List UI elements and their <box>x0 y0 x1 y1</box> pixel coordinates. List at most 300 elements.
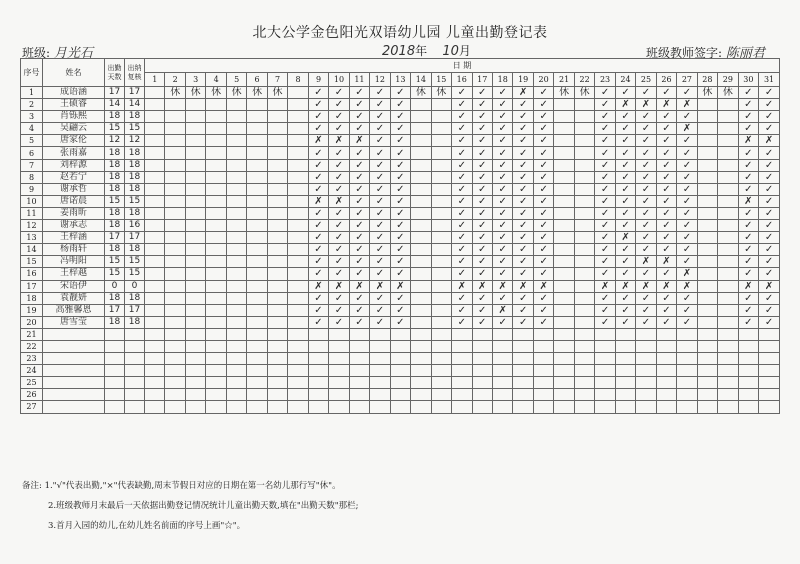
row-seq: 13 <box>21 232 43 244</box>
attendance-mark <box>595 328 615 340</box>
attendance-mark: ✓ <box>759 87 780 99</box>
row-name <box>43 365 105 377</box>
attendance-mark: ✓ <box>738 111 758 123</box>
attendance-mark: ✓ <box>452 159 472 171</box>
attendance-mark: ✓ <box>472 232 492 244</box>
attendance-mark <box>185 183 205 195</box>
attendance-mark <box>718 340 738 352</box>
attendance-mark <box>574 340 594 352</box>
attendance-mark: ✓ <box>513 232 533 244</box>
row-name: 肖铄熙 <box>43 111 105 123</box>
attendance-mark: ✓ <box>452 232 472 244</box>
row-name: 王梓涵 <box>43 232 105 244</box>
attendance-mark <box>431 389 451 401</box>
attendance-mark <box>390 353 410 365</box>
attendance-mark <box>615 401 635 413</box>
attendance-mark <box>226 353 246 365</box>
attendance-mark: ✓ <box>759 268 780 280</box>
attendance-mark <box>492 377 512 389</box>
attendance-mark <box>574 232 594 244</box>
attendance-mark <box>411 159 431 171</box>
attendance-mark: ✓ <box>513 111 533 123</box>
row-name: 唐家伦 <box>43 135 105 147</box>
row-attend-review: 15 <box>125 256 145 268</box>
attendance-mark: ✓ <box>513 171 533 183</box>
attendance-mark: ✓ <box>329 304 349 316</box>
table-row <box>21 340 780 352</box>
attendance-mark: ✓ <box>636 147 656 159</box>
attendance-mark: ✓ <box>472 220 492 232</box>
attendance-mark <box>411 183 431 195</box>
attendance-mark: ✗ <box>759 280 780 292</box>
attendance-mark <box>226 377 246 389</box>
attendance-mark <box>411 99 431 111</box>
attendance-mark: ✓ <box>390 147 410 159</box>
attendance-mark: ✓ <box>370 316 390 328</box>
attendance-mark <box>431 244 451 256</box>
attendance-mark <box>615 389 635 401</box>
attendance-mark: ✗ <box>615 280 635 292</box>
row-seq: 19 <box>21 304 43 316</box>
attendance-mark <box>267 195 287 207</box>
row-attend-review: 12 <box>125 135 145 147</box>
attendance-mark <box>308 377 328 389</box>
row-attend-review: 18 <box>125 183 145 195</box>
attendance-mark <box>513 328 533 340</box>
attendance-mark <box>349 340 369 352</box>
attendance-mark <box>267 111 287 123</box>
attendance-mark <box>185 232 205 244</box>
attendance-mark <box>431 304 451 316</box>
attendance-mark: ✓ <box>677 220 697 232</box>
attendance-mark <box>718 256 738 268</box>
table-row <box>21 268 780 280</box>
attendance-mark <box>267 365 287 377</box>
attendance-mark: ✓ <box>677 147 697 159</box>
row-attend-review: 0 <box>125 280 145 292</box>
attendance-mark: ✓ <box>472 183 492 195</box>
table-row <box>21 99 780 111</box>
attendance-mark: ✓ <box>370 292 390 304</box>
attendance-mark: ✓ <box>492 292 512 304</box>
attendance-mark: ✓ <box>492 99 512 111</box>
attendance-mark: ✓ <box>656 232 676 244</box>
attendance-mark: ✓ <box>656 171 676 183</box>
attendance-mark <box>288 292 308 304</box>
attendance-mark <box>165 365 185 377</box>
attendance-mark <box>185 195 205 207</box>
attendance-mark <box>349 353 369 365</box>
attendance-mark <box>267 401 287 413</box>
attendance-mark: ✓ <box>533 268 553 280</box>
attendance-mark <box>206 268 226 280</box>
row-attend-days: 18 <box>105 316 125 328</box>
attendance-mark <box>165 316 185 328</box>
attendance-mark: ✓ <box>595 304 615 316</box>
attendance-mark: ✓ <box>656 220 676 232</box>
attendance-mark: ✓ <box>595 159 615 171</box>
attendance-mark <box>226 195 246 207</box>
attendance-mark <box>267 268 287 280</box>
attendance-mark <box>574 195 594 207</box>
attendance-mark <box>145 340 165 352</box>
attendance-mark <box>247 220 267 232</box>
attendance-mark: ✓ <box>513 99 533 111</box>
attendance-mark <box>145 220 165 232</box>
attendance-mark <box>145 268 165 280</box>
attendance-mark: ✓ <box>636 268 656 280</box>
attendance-mark <box>288 147 308 159</box>
attendance-mark <box>185 365 205 377</box>
attendance-mark: ✓ <box>615 304 635 316</box>
attendance-mark <box>697 340 717 352</box>
attendance-mark <box>718 232 738 244</box>
attendance-mark: ✓ <box>738 268 758 280</box>
attendance-mark <box>533 340 553 352</box>
attendance-mark: ✓ <box>533 316 553 328</box>
attendance-mark <box>247 207 267 219</box>
attendance-mark <box>574 207 594 219</box>
day-header-13: 13 <box>390 73 410 87</box>
attendance-mark <box>431 220 451 232</box>
attendance-mark <box>185 292 205 304</box>
attendance-mark <box>288 123 308 135</box>
attendance-mark <box>165 220 185 232</box>
attendance-mark: ✓ <box>595 195 615 207</box>
attendance-mark: ✓ <box>533 183 553 195</box>
attendance-mark <box>145 389 165 401</box>
row-attend-review: 18 <box>125 111 145 123</box>
attendance-mark: ✗ <box>308 135 328 147</box>
attendance-mark <box>431 183 451 195</box>
attendance-mark: ✗ <box>533 280 553 292</box>
attendance-mark <box>554 171 574 183</box>
attendance-mark <box>145 207 165 219</box>
attendance-mark: ✓ <box>656 147 676 159</box>
attendance-mark: ✗ <box>738 135 758 147</box>
attendance-mark <box>697 232 717 244</box>
attendance-mark <box>349 365 369 377</box>
row-name: 谢承哲 <box>43 183 105 195</box>
attendance-mark <box>165 244 185 256</box>
attendance-mark <box>738 389 758 401</box>
attendance-mark <box>554 195 574 207</box>
attendance-mark <box>615 353 635 365</box>
attendance-mark: ✓ <box>636 183 656 195</box>
attendance-mark <box>533 353 553 365</box>
attendance-mark <box>615 340 635 352</box>
attendance-mark <box>554 316 574 328</box>
attendance-mark: ✓ <box>329 87 349 99</box>
row-attend-review: 18 <box>125 147 145 159</box>
attendance-mark: ✓ <box>615 147 635 159</box>
attendance-mark <box>697 389 717 401</box>
attendance-mark: ✓ <box>452 256 472 268</box>
attendance-mark <box>165 328 185 340</box>
attendance-mark <box>472 328 492 340</box>
col-header-attend-review: 出纳复核 <box>125 59 145 87</box>
attendance-mark: ✓ <box>636 195 656 207</box>
attendance-mark <box>431 401 451 413</box>
attendance-mark: ✓ <box>656 207 676 219</box>
attendance-mark: ✓ <box>308 147 328 159</box>
attendance-mark <box>329 389 349 401</box>
attendance-mark <box>636 353 656 365</box>
attendance-mark <box>759 377 780 389</box>
attendance-mark <box>288 280 308 292</box>
attendance-mark <box>247 147 267 159</box>
row-attend-days: 18 <box>105 111 125 123</box>
attendance-mark <box>411 365 431 377</box>
attendance-mark: 休 <box>574 87 594 99</box>
col-header-name: 姓名 <box>43 59 105 87</box>
attendance-mark <box>185 135 205 147</box>
attendance-mark: ✓ <box>759 304 780 316</box>
attendance-mark: 休 <box>206 87 226 99</box>
attendance-mark: ✓ <box>533 304 553 316</box>
attendance-mark: ✗ <box>615 99 635 111</box>
attendance-mark: ✓ <box>452 123 472 135</box>
attendance-mark <box>288 328 308 340</box>
attendance-mark <box>554 389 574 401</box>
attendance-mark: ✓ <box>329 111 349 123</box>
attendance-mark <box>226 171 246 183</box>
attendance-mark: ✓ <box>349 232 369 244</box>
attendance-mark: ✓ <box>759 111 780 123</box>
day-header-8: 8 <box>288 73 308 87</box>
attendance-mark: ✓ <box>349 316 369 328</box>
attendance-mark: ✓ <box>533 135 553 147</box>
table-row <box>21 280 780 292</box>
attendance-mark: ✗ <box>390 280 410 292</box>
row-attend-review <box>125 365 145 377</box>
attendance-mark <box>267 147 287 159</box>
attendance-mark <box>226 316 246 328</box>
attendance-mark <box>431 268 451 280</box>
attendance-mark: ✓ <box>472 316 492 328</box>
attendance-mark <box>574 111 594 123</box>
row-attend-review <box>125 353 145 365</box>
attendance-mark <box>492 365 512 377</box>
attendance-mark: ✓ <box>595 220 615 232</box>
attendance-mark <box>554 268 574 280</box>
attendance-mark <box>759 365 780 377</box>
row-attend-review: 18 <box>125 316 145 328</box>
attendance-mark: ✓ <box>533 123 553 135</box>
attendance-mark <box>206 377 226 389</box>
attendance-mark: ✓ <box>452 87 472 99</box>
attendance-mark <box>554 147 574 159</box>
row-attend-days: 18 <box>105 147 125 159</box>
row-attend-review: 17 <box>125 304 145 316</box>
attendance-mark <box>656 401 676 413</box>
attendance-mark <box>697 244 717 256</box>
attendance-mark <box>554 123 574 135</box>
attendance-mark <box>697 220 717 232</box>
attendance-mark <box>288 207 308 219</box>
attendance-mark: ✓ <box>390 159 410 171</box>
attendance-mark: ✓ <box>513 135 533 147</box>
attendance-mark <box>718 244 738 256</box>
attendance-mark <box>697 171 717 183</box>
row-attend-review: 18 <box>125 159 145 171</box>
attendance-mark: ✓ <box>533 111 553 123</box>
attendance-mark <box>513 365 533 377</box>
attendance-mark <box>185 377 205 389</box>
row-attend-review: 15 <box>125 268 145 280</box>
attendance-mark: 休 <box>718 87 738 99</box>
attendance-mark <box>267 99 287 111</box>
attendance-mark <box>145 159 165 171</box>
attendance-mark <box>595 389 615 401</box>
attendance-mark <box>288 171 308 183</box>
row-name: 刘梓源 <box>43 159 105 171</box>
attendance-mark <box>226 147 246 159</box>
row-attend-days <box>105 365 125 377</box>
attendance-mark <box>247 280 267 292</box>
attendance-mark: ✓ <box>759 207 780 219</box>
attendance-mark <box>247 377 267 389</box>
attendance-mark: ✓ <box>390 220 410 232</box>
row-attend-days: 18 <box>105 292 125 304</box>
attendance-mark: ✓ <box>636 292 656 304</box>
attendance-mark: ✗ <box>308 195 328 207</box>
attendance-mark: ✗ <box>513 280 533 292</box>
attendance-mark <box>185 389 205 401</box>
attendance-mark <box>636 340 656 352</box>
attendance-mark <box>554 401 574 413</box>
attendance-mark <box>247 401 267 413</box>
attendance-mark: ✓ <box>636 304 656 316</box>
attendance-mark <box>206 401 226 413</box>
attendance-mark <box>554 232 574 244</box>
attendance-mark <box>349 389 369 401</box>
attendance-mark: ✗ <box>677 99 697 111</box>
attendance-mark <box>185 147 205 159</box>
row-seq: 20 <box>21 316 43 328</box>
attendance-mark <box>206 183 226 195</box>
year-value: 2018 <box>382 44 416 59</box>
attendance-mark: ✓ <box>615 268 635 280</box>
attendance-mark: ✓ <box>492 111 512 123</box>
attendance-mark: 休 <box>247 87 267 99</box>
attendance-mark <box>411 220 431 232</box>
attendance-mark <box>677 389 697 401</box>
attendance-mark <box>411 207 431 219</box>
row-seq: 3 <box>21 111 43 123</box>
attendance-mark <box>656 389 676 401</box>
attendance-mark: ✓ <box>656 87 676 99</box>
attendance-mark <box>390 328 410 340</box>
attendance-mark <box>411 244 431 256</box>
attendance-mark <box>247 268 267 280</box>
row-attend-review: 18 <box>125 207 145 219</box>
attendance-mark <box>185 328 205 340</box>
attendance-mark <box>226 99 246 111</box>
attendance-mark <box>308 353 328 365</box>
attendance-mark <box>718 99 738 111</box>
day-header-19: 19 <box>513 73 533 87</box>
attendance-mark <box>738 340 758 352</box>
attendance-mark <box>267 304 287 316</box>
attendance-mark: ✓ <box>390 304 410 316</box>
table-row <box>21 365 780 377</box>
attendance-mark: ✓ <box>738 244 758 256</box>
attendance-mark: ✓ <box>595 244 615 256</box>
attendance-mark <box>145 147 165 159</box>
attendance-mark <box>574 244 594 256</box>
attendance-mark <box>288 87 308 99</box>
row-attend-days: 17 <box>105 304 125 316</box>
attendance-mark: ✓ <box>533 99 553 111</box>
attendance-mark: 休 <box>431 87 451 99</box>
attendance-mark <box>411 377 431 389</box>
row-name: 张雨嘉 <box>43 147 105 159</box>
attendance-mark: ✓ <box>595 171 615 183</box>
attendance-mark: ✗ <box>329 280 349 292</box>
attendance-mark <box>574 268 594 280</box>
attendance-mark: ✓ <box>677 159 697 171</box>
attendance-mark: ✓ <box>738 304 758 316</box>
attendance-mark <box>718 220 738 232</box>
attendance-mark <box>554 304 574 316</box>
row-name: 宋语伊 <box>43 280 105 292</box>
attendance-mark <box>554 135 574 147</box>
attendance-mark: ✓ <box>677 111 697 123</box>
attendance-mark <box>390 401 410 413</box>
attendance-mark <box>411 389 431 401</box>
attendance-mark: ✓ <box>370 195 390 207</box>
attendance-mark <box>513 340 533 352</box>
attendance-mark: ✓ <box>759 123 780 135</box>
attendance-mark: ✓ <box>533 171 553 183</box>
notes <box>22 476 359 536</box>
attendance-mark <box>370 353 390 365</box>
row-attend-review: 18 <box>125 171 145 183</box>
attendance-mark <box>411 316 431 328</box>
attendance-mark <box>554 292 574 304</box>
attendance-mark: ✓ <box>349 183 369 195</box>
attendance-mark: ✓ <box>738 123 758 135</box>
attendance-mark <box>226 401 246 413</box>
attendance-mark: ✓ <box>492 123 512 135</box>
table-row <box>21 159 780 171</box>
row-attend-days: 18 <box>105 220 125 232</box>
attendance-mark: ✓ <box>329 316 349 328</box>
attendance-mark: ✓ <box>349 304 369 316</box>
attendance-mark: ✓ <box>492 207 512 219</box>
attendance-mark: ✓ <box>656 304 676 316</box>
row-attend-days: 15 <box>105 123 125 135</box>
attendance-mark <box>452 353 472 365</box>
attendance-mark: ✓ <box>329 183 349 195</box>
attendance-mark <box>554 340 574 352</box>
attendance-mark <box>718 135 738 147</box>
table-row <box>21 244 780 256</box>
attendance-mark: ✓ <box>308 183 328 195</box>
attendance-mark: ✓ <box>472 87 492 99</box>
attendance-mark <box>226 111 246 123</box>
row-name <box>43 389 105 401</box>
attendance-mark <box>472 353 492 365</box>
attendance-mark: ✓ <box>533 207 553 219</box>
attendance-mark <box>554 183 574 195</box>
attendance-mark <box>226 244 246 256</box>
attendance-mark <box>574 171 594 183</box>
col-header-seq: 序号 <box>21 59 43 87</box>
attendance-mark: ✓ <box>615 292 635 304</box>
attendance-mark <box>370 377 390 389</box>
